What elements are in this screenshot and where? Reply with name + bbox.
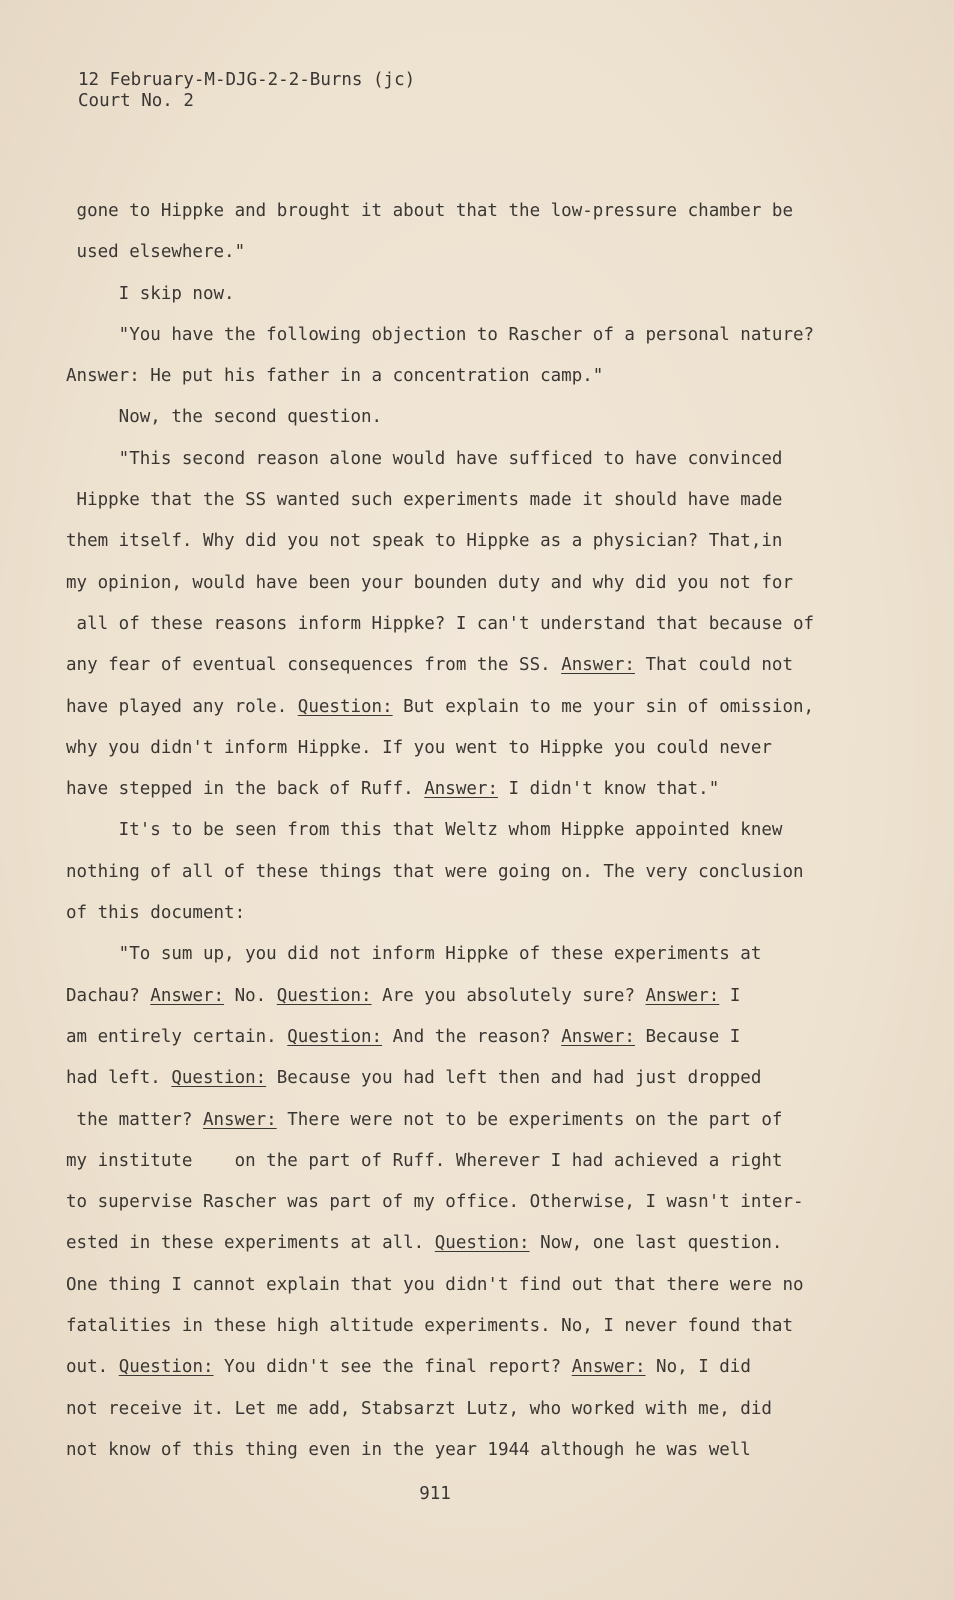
line-text: have stepped in the back of Ruff. [66, 779, 425, 800]
transcript-line [66, 1058, 826, 1099]
header-court: Court No. 2 [78, 91, 194, 111]
speaker-label: Question: [276, 985, 372, 1006]
transcript-line [66, 274, 826, 315]
line-text: not receive it. Let me add, Stabsarzt Lutz, who worked with me, did [66, 1398, 772, 1419]
line-text: any fear of eventual consequences from the SS. [66, 655, 562, 676]
transcript-line [66, 191, 826, 232]
transcript-body [66, 191, 826, 1471]
header-reference: 12 February-M-DJG-2-2-Burns (jc) [78, 70, 416, 90]
transcript-line [66, 397, 826, 438]
transcript-line [66, 687, 826, 728]
line-text: I [719, 985, 741, 1006]
line-text: Dachau? [66, 985, 151, 1006]
transcript-line [66, 232, 826, 273]
line-text: "To sum up, you did not inform Hippke of these experiments at [66, 944, 762, 965]
line-text: not know of this thing even in the year 1944 although he was well [66, 1439, 751, 1460]
line-text: Because you had left then and had just dropped [266, 1068, 762, 1089]
speaker-label: Question: [171, 1068, 267, 1089]
transcript-line [66, 810, 826, 851]
transcript-line [66, 604, 826, 645]
speaker-label: Question: [434, 1233, 530, 1254]
transcript-line [66, 1347, 826, 1388]
line-text: fatalities in these high altitude experiments. No, I never found that [66, 1316, 793, 1337]
line-text: why you didn't inform Hippke. If you went to Hippke you could never [66, 737, 772, 758]
speaker-label: Answer: [424, 779, 498, 800]
line-text: them itself. Why did you not speak to Hippke as a physician? That,in [66, 531, 783, 552]
line-text: out. [66, 1357, 119, 1378]
transcript-line [66, 1389, 826, 1430]
transcript-line [66, 1430, 826, 1471]
line-text: used elsewhere." [66, 242, 246, 263]
transcript-line [66, 1306, 826, 1347]
transcript-line [66, 893, 826, 934]
line-text: No, I did [645, 1357, 751, 1378]
transcript-line [66, 852, 826, 893]
transcript-line [66, 1182, 826, 1223]
line-text: Hippke that the SS wanted such experiments made it should have made [66, 490, 783, 511]
transcript-line [66, 1223, 826, 1264]
line-text: But explain to me your sin of omission, [392, 696, 815, 717]
line-text: my opinion, would have been your bounden duty and why did you not for [66, 572, 793, 593]
line-text: Are you absolutely sure? [371, 985, 646, 1006]
line-text: had left. [66, 1068, 172, 1089]
transcript-line [66, 728, 826, 769]
speaker-label: Answer: [150, 985, 225, 1006]
speaker-label: Answer: [202, 1109, 277, 1130]
transcript-line [66, 1017, 826, 1058]
transcript-line [66, 1141, 826, 1182]
speaker-label: Question: [297, 696, 393, 717]
line-text: That could not [634, 655, 793, 676]
line-text: am entirely certain. [66, 1026, 288, 1047]
line-text: One thing I cannot explain that you didn't find out that there were no [66, 1274, 804, 1295]
line-text: all of these reasons inform Hippke? I can't understand that because of [66, 613, 815, 634]
speaker-label: Answer: [571, 1357, 646, 1378]
line-text: "This second reason alone would have sufficed to have convinced [66, 448, 783, 469]
line-text: And the reason? [382, 1026, 562, 1047]
speaker-label: Answer: [645, 985, 720, 1006]
line-text: I didn't know that." [498, 779, 720, 800]
line-text: gone to Hippke and brought it about that the low-pressure chamber be [66, 201, 793, 221]
line-text: I skip now. [66, 283, 235, 304]
line-text: have played any role. [66, 696, 298, 717]
line-text: You didn't see the final report? [213, 1357, 572, 1378]
transcript-line [66, 645, 826, 686]
line-text: Now, the second question. [66, 407, 383, 428]
line-text: It's to be seen from this that Weltz whom Hippke appointed knew [66, 820, 783, 841]
line-text: of this document: [66, 903, 246, 924]
speaker-label: Question: [287, 1026, 383, 1047]
line-text: the matter? [66, 1109, 203, 1130]
line-text: to supervise Rascher was part of my office. Otherwise, I wasn't inter- [66, 1192, 804, 1213]
page-number: 911 [419, 1484, 451, 1504]
line-text: No. [224, 985, 277, 1006]
transcript-line [66, 563, 826, 604]
transcript-line [66, 480, 826, 521]
transcript-line [66, 315, 826, 356]
transcript-line [66, 1265, 826, 1306]
line-text: ested in these experiments at all. [66, 1233, 435, 1254]
line-text: Now, one last question. [529, 1233, 783, 1254]
line-text: There were not to be experiments on the part of [276, 1109, 783, 1130]
speaker-label: Question: [118, 1357, 214, 1378]
transcript-line [66, 1100, 826, 1141]
line-text: Because I [634, 1026, 741, 1047]
line-text: my institute on the part of Ruff. Wherever I had achieved a right [66, 1150, 783, 1171]
document-header [78, 70, 415, 112]
line-text: nothing of all of these things that were going on. The very conclusion [66, 861, 804, 882]
speaker-label: Answer: [561, 655, 635, 676]
transcript-line [66, 439, 826, 480]
transcript-line [66, 934, 826, 975]
line-text: Answer: He put his father in a concentration camp." [66, 366, 604, 387]
transcript-line [66, 521, 826, 562]
speaker-label: Answer: [561, 1026, 635, 1047]
transcript-line [66, 356, 826, 397]
transcript-line [66, 976, 826, 1017]
line-text: "You have the following objection to Rascher of a personal nature? [66, 324, 815, 345]
transcript-line [66, 769, 826, 810]
